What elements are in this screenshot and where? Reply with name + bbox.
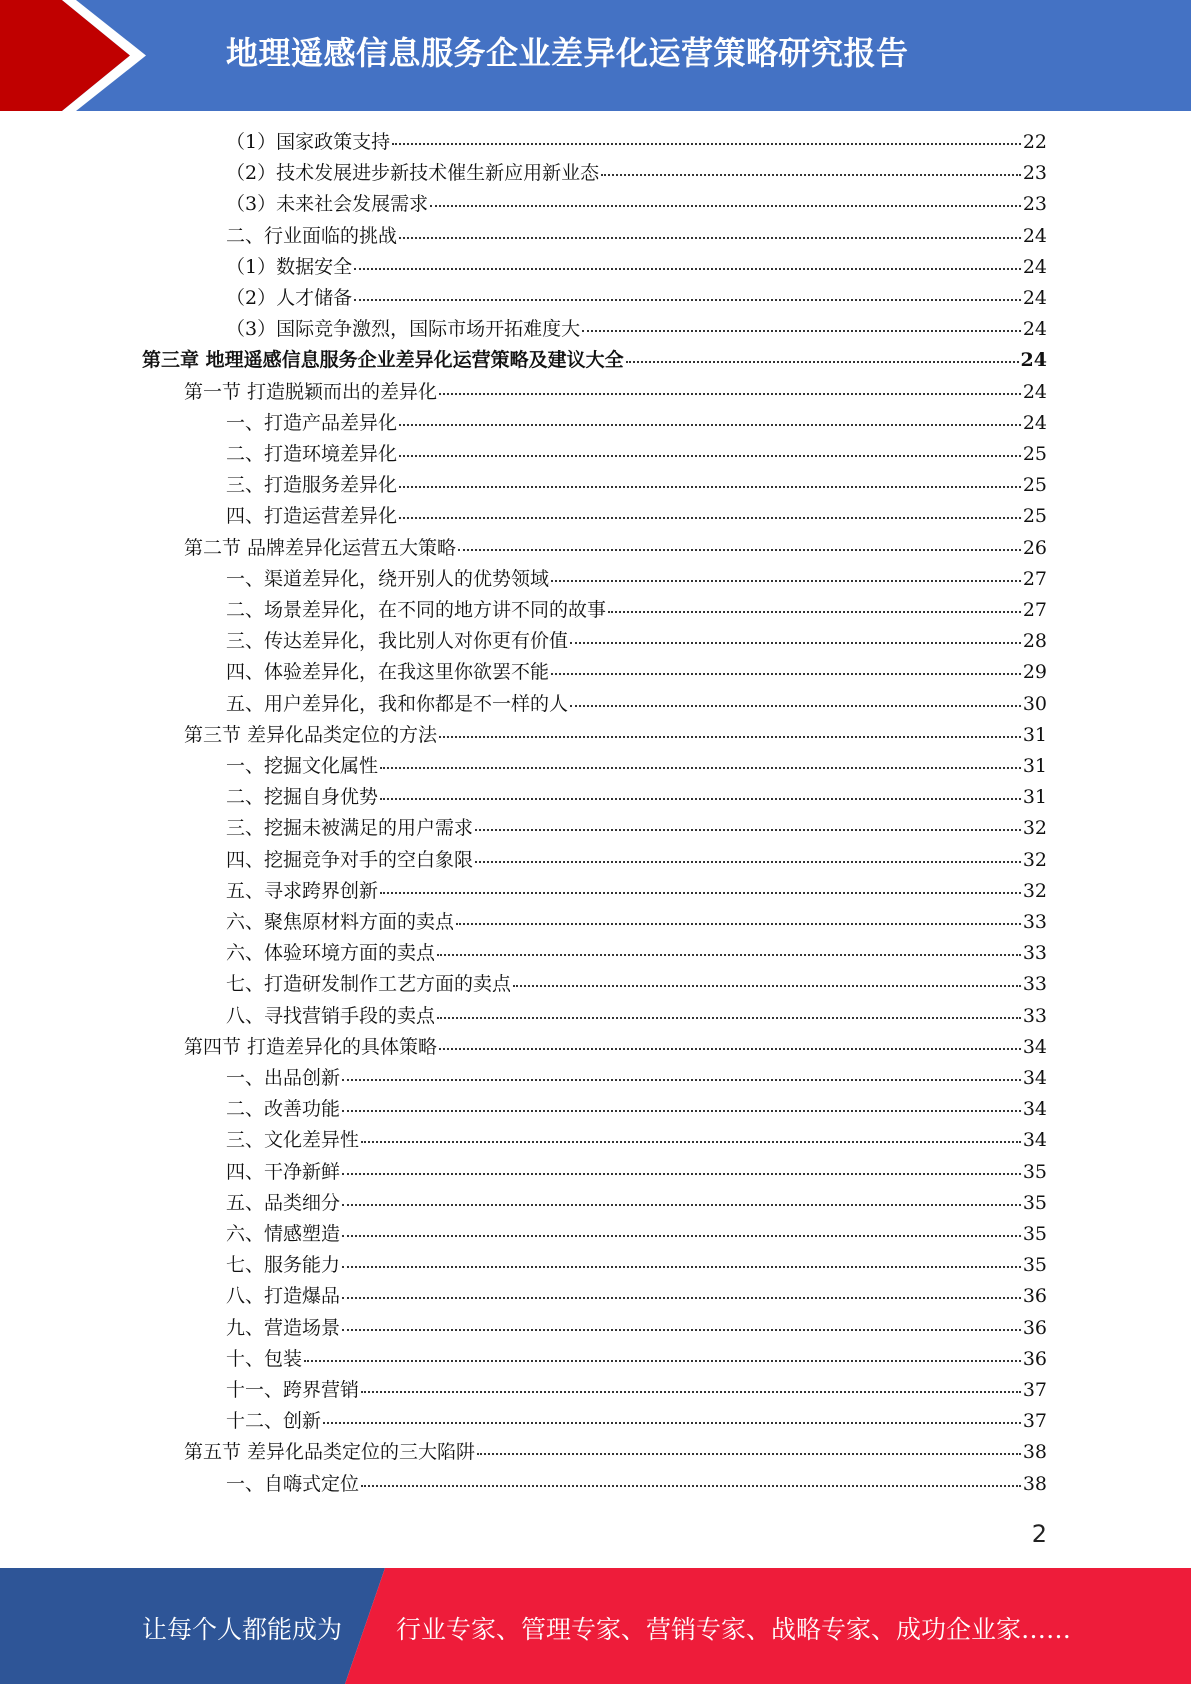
toc-dot-leader bbox=[380, 892, 1021, 894]
toc-entry-label: 九、营造场景 bbox=[226, 1316, 341, 1339]
toc-entry-label: 三、传达差异化，我比别人对你更有价值 bbox=[226, 630, 569, 653]
toc-entry-page: 27 bbox=[1022, 599, 1047, 621]
toc-entry[interactable] bbox=[142, 345, 1047, 376]
toc-entry[interactable] bbox=[226, 1313, 1047, 1344]
toc-dot-leader bbox=[361, 1391, 1021, 1393]
toc-entry-page: 38 bbox=[1022, 1472, 1047, 1495]
toc-entry-page: 30 bbox=[1022, 692, 1047, 715]
toc-dot-leader bbox=[342, 1173, 1021, 1175]
toc-entry-label: 第五节 差异化品类定位的三大陷阱 bbox=[184, 1441, 476, 1464]
toc-entry-page: 31 bbox=[1022, 723, 1047, 746]
toc-entry-label: 八、寻找营销手段的卖点 bbox=[226, 1004, 436, 1027]
toc-dot-leader bbox=[437, 954, 1021, 956]
toc-entry-page: 37 bbox=[1022, 1410, 1047, 1433]
toc-entry[interactable] bbox=[226, 845, 1047, 876]
toc-dot-leader bbox=[342, 1297, 1021, 1299]
toc-entry-label: 六、体验环境方面的卖点 bbox=[226, 942, 436, 965]
toc-entry[interactable] bbox=[226, 252, 1047, 283]
toc-entry-page: 34 bbox=[1022, 1067, 1047, 1089]
toc-entry-page: 24 bbox=[1022, 255, 1047, 278]
toc-dot-leader bbox=[458, 549, 1021, 551]
toc-entry[interactable] bbox=[226, 1250, 1047, 1281]
toc-dot-leader bbox=[608, 611, 1021, 613]
toc-entry[interactable] bbox=[226, 1469, 1047, 1500]
toc-dot-leader bbox=[342, 1329, 1021, 1331]
footer-slogan-left: 让每个人都能成为 bbox=[142, 1615, 343, 1644]
toc-entry[interactable] bbox=[226, 1094, 1047, 1125]
toc-entry-label: 一、挖掘文化属性 bbox=[226, 755, 379, 777]
toc-entry[interactable] bbox=[226, 1188, 1047, 1219]
toc-entry-label: 一、自嗨式定位 bbox=[226, 1472, 360, 1495]
toc-dot-leader bbox=[380, 767, 1021, 769]
toc-entry-label: 五、品类细分 bbox=[226, 1191, 341, 1214]
toc-entry[interactable] bbox=[226, 969, 1047, 1000]
toc-entry-page: 35 bbox=[1022, 1223, 1047, 1245]
toc-dot-leader bbox=[323, 1422, 1021, 1424]
toc-entry-label: 第四节 打造差异化的具体策略 bbox=[184, 1035, 438, 1058]
toc-entry-label: （2）人才储备 bbox=[226, 287, 353, 309]
toc-dot-leader bbox=[399, 424, 1021, 426]
toc-dot-leader bbox=[439, 1048, 1021, 1050]
toc-dot-leader bbox=[304, 1360, 1021, 1362]
toc-dot-leader bbox=[399, 237, 1021, 239]
toc-entry-page: 35 bbox=[1022, 1191, 1047, 1214]
toc-dot-leader bbox=[342, 1079, 1021, 1081]
toc-dot-leader bbox=[456, 923, 1021, 925]
toc-entry[interactable] bbox=[226, 564, 1047, 595]
toc-entry[interactable] bbox=[226, 1344, 1047, 1375]
toc-dot-leader bbox=[342, 1235, 1021, 1237]
toc-entry[interactable] bbox=[226, 1125, 1047, 1156]
toc-entry[interactable] bbox=[226, 314, 1047, 345]
toc-entry-page: 34 bbox=[1022, 1098, 1047, 1121]
toc-dot-leader bbox=[626, 361, 1019, 363]
toc-entry[interactable] bbox=[184, 533, 1047, 564]
toc-entry[interactable] bbox=[226, 127, 1047, 158]
toc-entry-label: 第三节 差异化品类定位的方法 bbox=[184, 723, 438, 746]
toc-entry[interactable] bbox=[226, 1219, 1047, 1250]
toc-dot-leader bbox=[513, 985, 1021, 987]
report-header bbox=[0, 0, 1191, 111]
toc-dot-leader bbox=[342, 1110, 1021, 1112]
toc-entry[interactable] bbox=[226, 221, 1047, 252]
toc-dot-leader bbox=[399, 455, 1021, 457]
toc-entry-label: 二、挖掘自身优势 bbox=[226, 786, 379, 809]
toc-entry[interactable] bbox=[226, 1406, 1047, 1437]
toc-entry-page: 36 bbox=[1022, 1347, 1047, 1370]
toc-entry-page: 24 bbox=[1022, 318, 1047, 341]
toc-dot-leader bbox=[361, 1141, 1021, 1143]
toc-entry[interactable] bbox=[226, 1281, 1047, 1312]
toc-dot-leader bbox=[437, 1017, 1021, 1019]
toc-entry-label: 四、干净新鲜 bbox=[226, 1160, 341, 1183]
toc-entry-label: （1）数据安全 bbox=[226, 255, 353, 278]
toc-entry-label: 十一、跨界营销 bbox=[226, 1379, 360, 1401]
toc-entry-label: 四、挖掘竞争对手的空白象限 bbox=[226, 848, 474, 871]
toc-dot-leader bbox=[380, 798, 1021, 800]
toc-entry-label: （2）技术发展进步新技术催生新应用新业态 bbox=[226, 162, 600, 185]
header-arrow-decoration bbox=[0, 0, 160, 111]
toc-dot-leader bbox=[551, 580, 1021, 582]
toc-entry[interactable] bbox=[226, 158, 1047, 189]
toc-entry-label: 三、文化差异性 bbox=[226, 1129, 360, 1152]
toc-dot-leader bbox=[354, 268, 1021, 270]
toc-dot-leader bbox=[430, 205, 1021, 207]
toc-entry[interactable] bbox=[226, 938, 1047, 969]
toc-entry-label: 二、改善功能 bbox=[226, 1098, 341, 1121]
toc-entry-page: 31 bbox=[1022, 755, 1047, 777]
toc-entry-page: 34 bbox=[1022, 1129, 1047, 1152]
toc-entry-label: 一、打造产品差异化 bbox=[226, 411, 398, 434]
toc-entry-page: 23 bbox=[1022, 193, 1047, 216]
toc-entry-label: 七、服务能力 bbox=[226, 1254, 341, 1277]
toc-entry[interactable] bbox=[226, 657, 1047, 688]
toc-entry-page: 26 bbox=[1022, 536, 1047, 559]
toc-entry-page: 33 bbox=[1022, 911, 1047, 933]
toc-entry-label: 三、挖掘未被满足的用户需求 bbox=[226, 817, 474, 840]
toc-entry-page: 32 bbox=[1022, 817, 1047, 840]
toc-entry[interactable] bbox=[184, 377, 1047, 408]
toc-dot-leader bbox=[342, 1204, 1021, 1206]
toc-entry-page: 32 bbox=[1022, 879, 1047, 902]
toc-entry-label: 八、打造爆品 bbox=[226, 1285, 341, 1308]
toc-entry-page: 28 bbox=[1022, 630, 1047, 653]
toc-entry-page: 29 bbox=[1022, 661, 1047, 684]
toc-entry-label: 第三章 地理遥感信息服务企业差异化运营策略及建议大全 bbox=[142, 349, 624, 372]
toc-entry-label: 六、情感塑造 bbox=[226, 1223, 341, 1245]
toc-entry-page: 37 bbox=[1022, 1379, 1047, 1401]
toc-dot-leader bbox=[570, 642, 1021, 644]
toc-entry-label: 四、体验差异化，在我这里你欲罢不能 bbox=[226, 661, 550, 684]
toc-entry-page: 32 bbox=[1022, 848, 1047, 871]
toc-entry-page: 35 bbox=[1022, 1254, 1047, 1277]
toc-entry-label: 二、行业面临的挑战 bbox=[226, 224, 398, 247]
toc-entry[interactable] bbox=[226, 751, 1047, 782]
toc-entry-label: （1）国家政策支持 bbox=[226, 131, 391, 153]
toc-dot-leader bbox=[475, 861, 1021, 863]
toc-entry[interactable] bbox=[226, 876, 1047, 907]
toc-entry-page: 38 bbox=[1022, 1441, 1047, 1464]
toc-entry[interactable] bbox=[226, 689, 1047, 720]
toc-entry[interactable] bbox=[226, 907, 1047, 938]
toc-dot-leader bbox=[439, 393, 1021, 395]
toc-entry[interactable] bbox=[226, 1375, 1047, 1406]
toc-dot-leader bbox=[392, 143, 1021, 145]
toc-entry-page: 33 bbox=[1022, 942, 1047, 965]
toc-entry[interactable] bbox=[226, 782, 1047, 813]
toc-entry-page: 34 bbox=[1022, 1035, 1047, 1058]
toc-dot-leader bbox=[570, 705, 1021, 707]
toc-entry-label: 四、打造运营差异化 bbox=[226, 505, 398, 528]
toc-entry[interactable] bbox=[184, 1437, 1047, 1468]
toc-entry[interactable] bbox=[226, 283, 1047, 314]
toc-entry-page: 24 bbox=[1022, 224, 1047, 247]
page-number: 2 bbox=[1031, 1520, 1047, 1548]
toc-entry[interactable] bbox=[226, 408, 1047, 439]
toc-entry-page: 33 bbox=[1022, 973, 1047, 996]
toc-dot-leader bbox=[399, 517, 1021, 519]
toc-entry-page: 24 bbox=[1022, 411, 1047, 434]
toc-entry-page: 25 bbox=[1022, 443, 1047, 465]
toc-entry-page: 25 bbox=[1022, 474, 1047, 497]
footer-slogan-right: 行业专家、管理专家、营销专家、战略专家、成功企业家…… bbox=[396, 1615, 1072, 1644]
toc-dot-leader bbox=[399, 486, 1021, 488]
toc-entry-page: 35 bbox=[1022, 1160, 1047, 1183]
toc-entry[interactable] bbox=[226, 439, 1047, 470]
toc-entry-label: 二、场景差异化，在不同的地方讲不同的故事 bbox=[226, 599, 607, 621]
toc-entry-label: （3）未来社会发展需求 bbox=[226, 193, 429, 216]
toc-entry-label: 六、聚焦原材料方面的卖点 bbox=[226, 911, 455, 933]
toc-entry[interactable] bbox=[184, 1032, 1047, 1063]
toc-entry[interactable] bbox=[184, 720, 1047, 751]
toc-dot-leader bbox=[439, 736, 1021, 738]
toc-entry-label: （3）国际竞争激烈，国际市场开拓难度大 bbox=[226, 318, 581, 341]
toc-entry[interactable] bbox=[226, 1001, 1047, 1032]
toc-entry-label: 五、寻求跨界创新 bbox=[226, 879, 379, 902]
toc-entry-page: 24 bbox=[1022, 380, 1047, 403]
toc-entry[interactable] bbox=[226, 1063, 1047, 1094]
toc-entry[interactable] bbox=[226, 501, 1047, 532]
toc-entry-page: 24 bbox=[1020, 349, 1047, 372]
toc-entry-page: 33 bbox=[1022, 1004, 1047, 1027]
toc-entry-label: 十二、创新 bbox=[226, 1410, 322, 1433]
toc-entry-label: 七、打造研发制作工艺方面的卖点 bbox=[226, 973, 512, 996]
toc-dot-leader bbox=[361, 1485, 1021, 1487]
toc-entry[interactable] bbox=[226, 1157, 1047, 1188]
toc-entry-page: 22 bbox=[1022, 131, 1047, 153]
toc-entry-label: 十、包装 bbox=[226, 1347, 303, 1370]
toc-entry[interactable] bbox=[226, 626, 1047, 657]
toc-entry[interactable] bbox=[226, 813, 1047, 844]
report-footer bbox=[0, 1568, 1191, 1684]
toc-dot-leader bbox=[551, 673, 1021, 675]
toc-dot-leader bbox=[475, 829, 1021, 831]
toc-dot-leader bbox=[601, 174, 1021, 176]
toc-entry-page: 36 bbox=[1022, 1285, 1047, 1308]
toc-entry[interactable] bbox=[226, 470, 1047, 501]
toc-entry-page: 23 bbox=[1022, 162, 1047, 185]
toc-dot-leader bbox=[342, 1266, 1021, 1268]
toc-dot-leader bbox=[582, 330, 1021, 332]
toc-entry-page: 24 bbox=[1022, 287, 1047, 309]
toc-dot-leader bbox=[354, 299, 1021, 301]
toc-entry-label: 第一节 打造脱颖而出的差异化 bbox=[184, 380, 438, 403]
report-title: 地理遥感信息服务企业差异化运营策略研究报告 bbox=[226, 34, 909, 72]
toc-entry-label: 二、打造环境差异化 bbox=[226, 443, 398, 465]
toc-dot-leader bbox=[477, 1453, 1021, 1455]
toc-entry-label: 第二节 品牌差异化运营五大策略 bbox=[184, 536, 457, 559]
toc-entry-label: 一、出品创新 bbox=[226, 1067, 341, 1089]
toc-entry-page: 25 bbox=[1022, 505, 1047, 528]
toc-entry-page: 27 bbox=[1022, 567, 1047, 590]
toc-entry-label: 五、用户差异化，我和你都是不一样的人 bbox=[226, 692, 569, 715]
toc-entry-page: 36 bbox=[1022, 1316, 1047, 1339]
toc-entry[interactable] bbox=[226, 595, 1047, 626]
toc-entry-label: 一、渠道差异化，绕开别人的优势领域 bbox=[226, 567, 550, 590]
toc-entry-label: 三、打造服务差异化 bbox=[226, 474, 398, 497]
toc-entry[interactable] bbox=[226, 189, 1047, 220]
toc-entry-page: 31 bbox=[1022, 786, 1047, 809]
